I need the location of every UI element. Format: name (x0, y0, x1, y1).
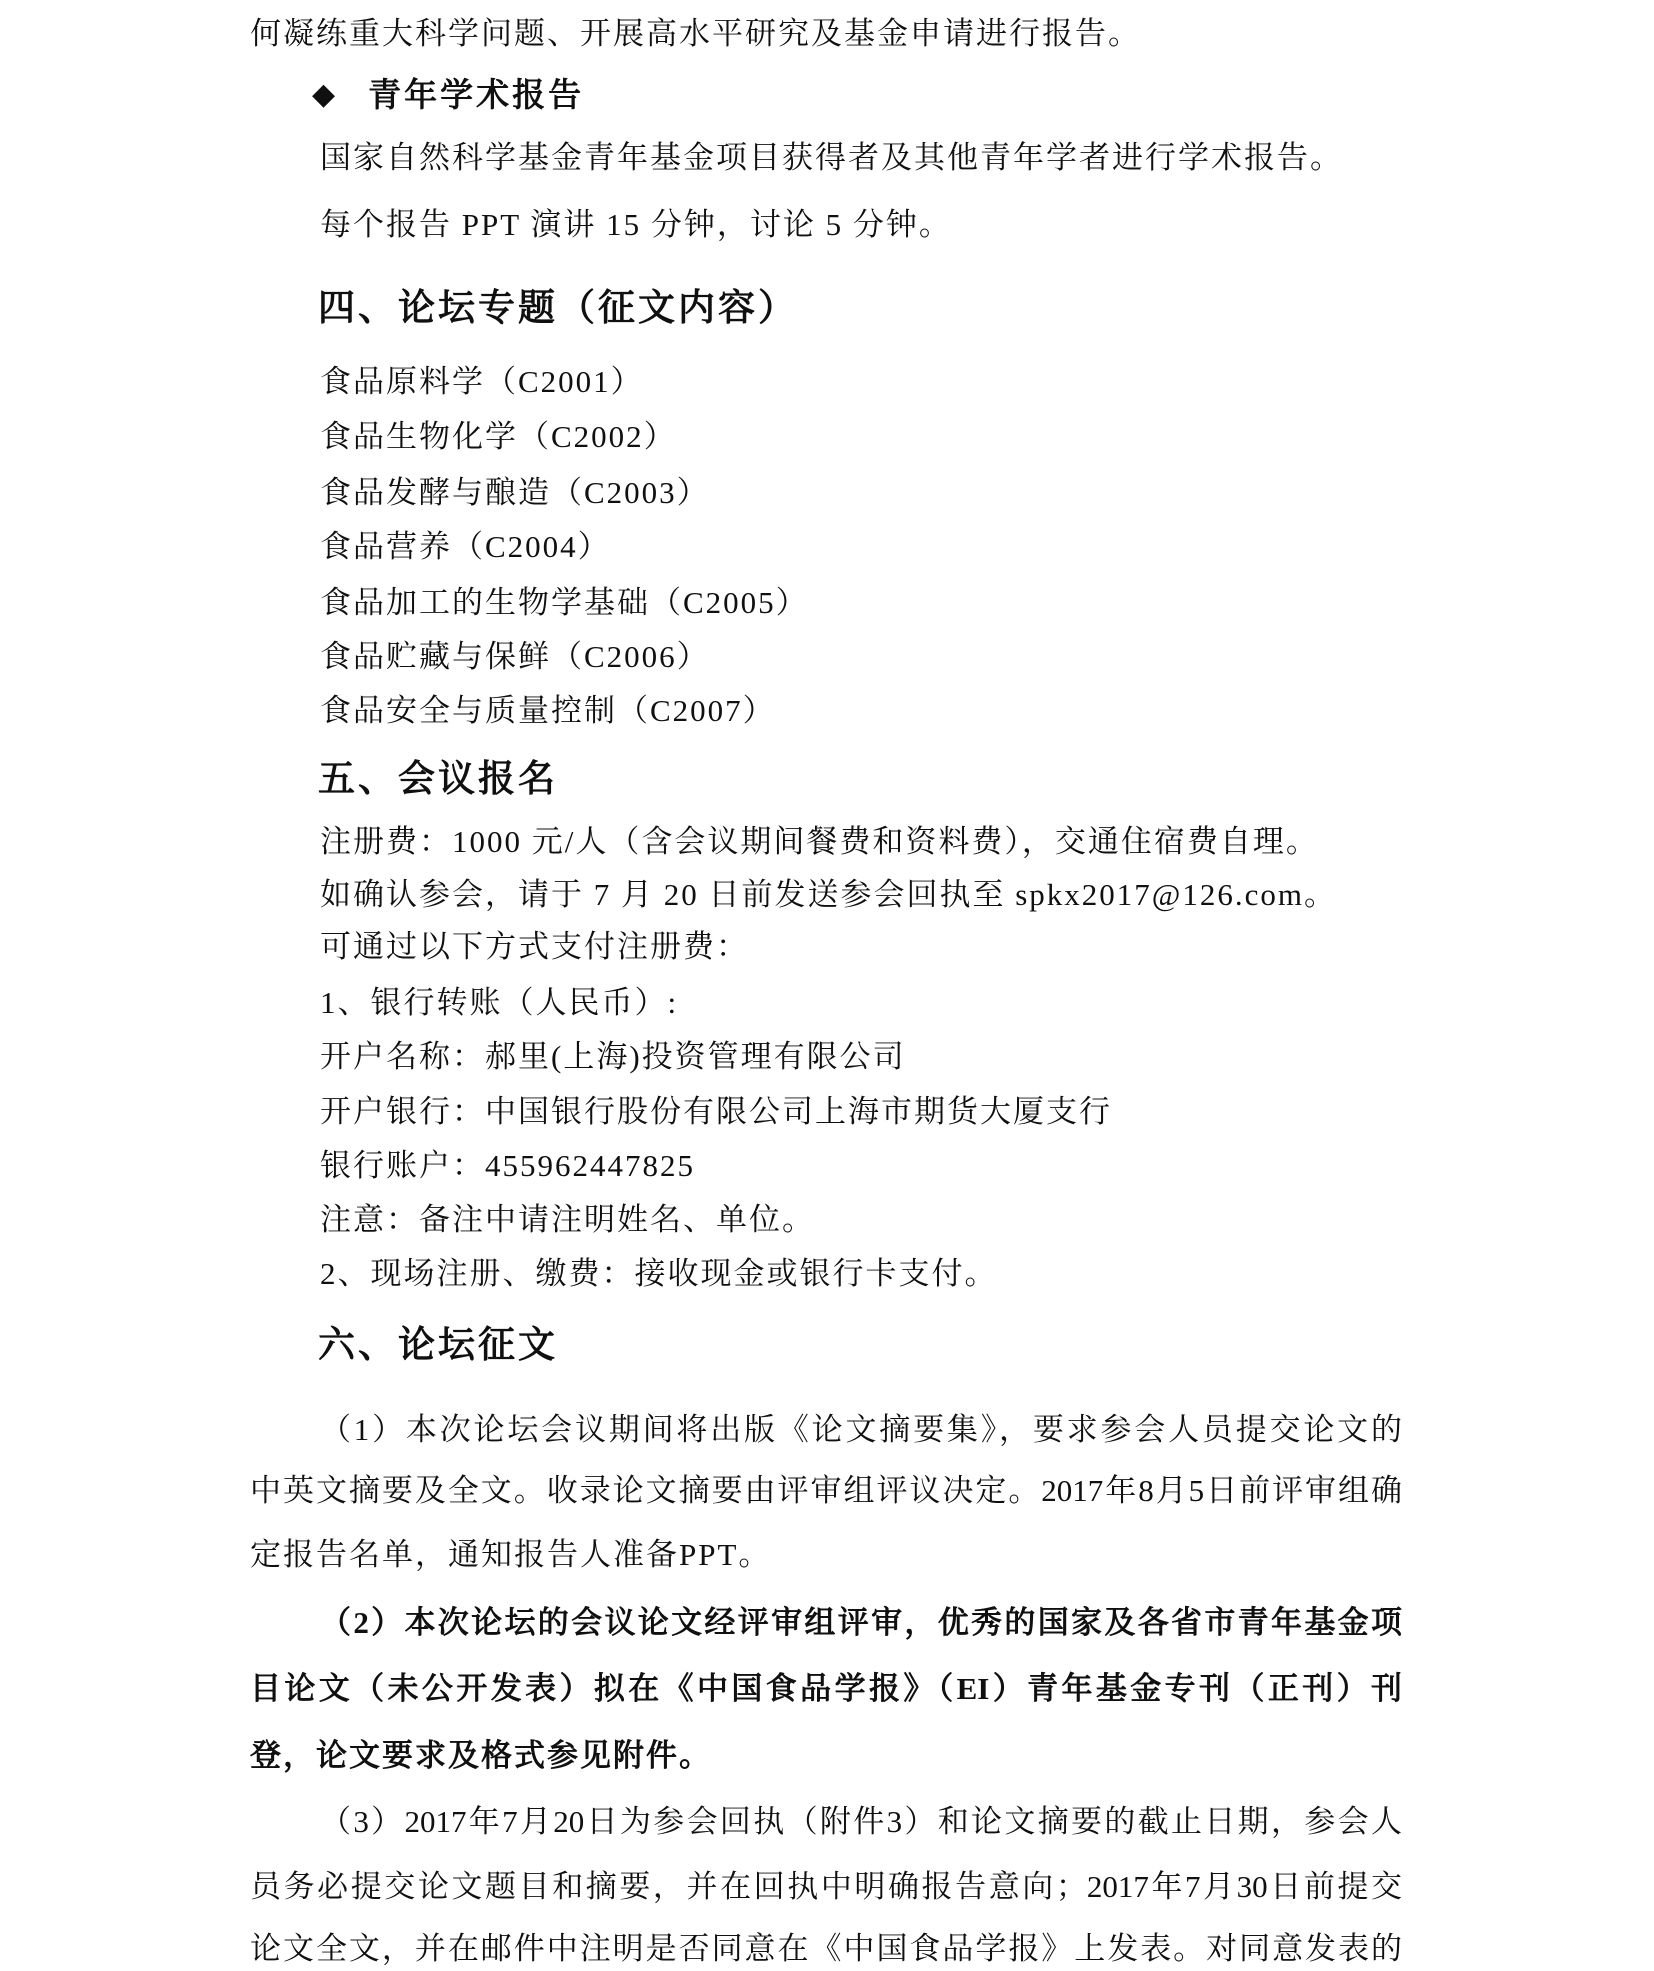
topic-item-c2004: 食品营养（C2004） (320, 529, 611, 564)
registration-fee-line: 注册费：1000 元/人（含会议期间餐费和资料费），交通住宿费自理。 (320, 824, 1319, 859)
youth-report-heading: 青年学术报告 (368, 76, 585, 113)
bank-transfer-line: 1、银行转账（人民币）: (320, 985, 679, 1020)
papers-para3-line: 论文全文，并在邮件中注明是否同意在《中国食品学报》上发表。对同意发表的 (250, 1931, 1402, 1966)
topic-item-c2007: 食品安全与质量控制（C2007） (320, 693, 776, 728)
section-heading-forum-topics: 四、论坛专题（征文内容） (318, 287, 798, 328)
bank-name-line: 开户银行：中国银行股份有限公司上海市期货大厦支行 (320, 1094, 1112, 1129)
payment-methods-intro-line: 可通过以下方式支付注册费： (320, 929, 749, 964)
diamond-bullet-icon: ◆ (312, 77, 339, 112)
topic-item-c2005: 食品加工的生物学基础（C2005） (320, 585, 809, 620)
papers-para1-line: （1）本次论坛会议期间将出版《论文摘要集》，要求参会人员提交论文的 (320, 1412, 1402, 1447)
papers-para2-line: （2）本次论坛的会议论文经评审组评审，优秀的国家及各省市青年基金项 (320, 1605, 1402, 1640)
onsite-registration-line: 2、现场注册、缴费：接收现金或银行卡支付。 (320, 1256, 998, 1291)
intro-continuation-line: 何凝练重大科学问题、开展高水平研究及基金申请进行报告。 (250, 16, 1141, 51)
account-number-line: 银行账户：455962447825 (320, 1148, 695, 1183)
topic-item-c2002: 食品生物化学（C2002） (320, 419, 677, 454)
papers-para3-line: （3）2017年7月20日为参会回执（附件3）和论文摘要的截止日期，参会人 (320, 1804, 1402, 1839)
papers-para3-line: 员务必提交论文题目和摘要，并在回执中明确报告意向；2017年7月30日前提交 (250, 1869, 1402, 1904)
section-heading-registration: 五、会议报名 (318, 758, 558, 799)
youth-report-body-line: 每个报告 PPT 演讲 15 分钟，讨论 5 分钟。 (320, 207, 952, 242)
topic-item-c2006: 食品贮藏与保鲜（C2006） (320, 639, 710, 674)
remark-note-line: 注意：备注中请注明姓名、单位。 (320, 1202, 815, 1237)
youth-report-bullet-item (312, 74, 584, 116)
topic-item-c2001: 食品原料学（C2001） (320, 364, 644, 399)
papers-para1-line: 定报告名单，通知报告人准备PPT。 (250, 1537, 772, 1572)
papers-para2-line: 目论文（未公开发表）拟在《中国食品学报》（EI）青年基金专刊（正刊）刊 (250, 1671, 1402, 1706)
papers-para1-line: 中英文摘要及全文。收录论文摘要由评审组评议决定。2017年8月5日前评审组确 (250, 1473, 1402, 1508)
section-heading-call-for-papers: 六、论坛征文 (318, 1324, 558, 1365)
papers-para2-line: 登，论文要求及格式参见附件。 (250, 1738, 712, 1773)
youth-report-body-line: 国家自然科学基金青年基金项目获得者及其他青年学者进行学术报告。 (320, 140, 1343, 175)
account-name-line: 开户名称：郝里(上海)投资管理有限公司 (320, 1039, 906, 1074)
registration-reply-email-line: 如确认参会，请于 7 月 20 日前发送参会回执至 spkx2017@126.com。 (320, 877, 1337, 912)
topic-item-c2003: 食品发酵与酿造（C2003） (320, 475, 710, 510)
